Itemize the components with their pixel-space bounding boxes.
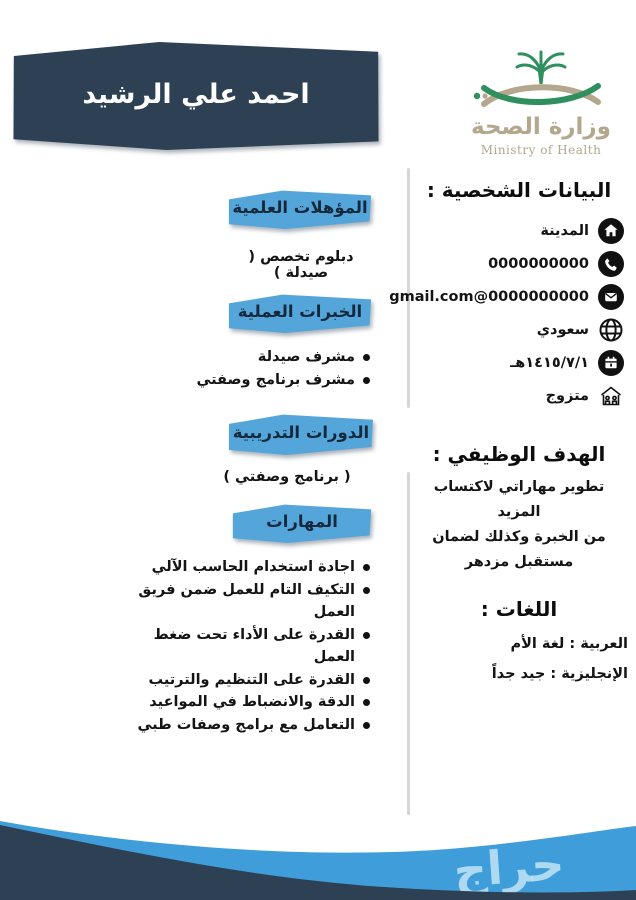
list-item: مشرف صيدلة (160, 346, 372, 369)
calendar-icon (598, 350, 624, 376)
list-item: التعامل مع برامج وصفات طبي (130, 714, 372, 737)
personal-birthdate: ١٤١٥/٧/١هـ (510, 355, 589, 371)
personal-phone: 0000000000 (488, 256, 589, 272)
list-item (414, 383, 624, 409)
list-item (414, 251, 624, 277)
section-banner-education (226, 189, 374, 229)
personal-data-column (389, 178, 628, 689)
family-house-icon (598, 383, 624, 409)
footer-wave-navy (0, 788, 636, 900)
section-banner-courses (226, 413, 376, 455)
objective-line: تطوير مهاراتي لاكتساب المزيد (433, 479, 605, 520)
name-banner (12, 42, 380, 150)
list-item: الدقة والانضباط في المواعيد (130, 691, 372, 714)
objective-line: مستقبل مزدهر (464, 554, 574, 570)
list-item (414, 218, 624, 244)
personal-nationality: سعودي (536, 322, 589, 338)
languages-list (410, 629, 628, 689)
personal-email: 0000000000@gmail.com (389, 289, 589, 305)
languages-heading: اللغات : (480, 597, 558, 621)
personal-data-list (389, 218, 628, 409)
language-english: الإنجليزية : جيد جداً (491, 666, 628, 682)
globe-icon (598, 317, 624, 343)
experience-title: الخبرات العملية (237, 302, 363, 321)
phone-icon (598, 251, 624, 277)
logo-title-arabic: وزارة الصحة (471, 114, 611, 140)
skills-title: المهارات (266, 512, 338, 531)
courses-content: ( برنامج وصفتي ) (223, 469, 351, 485)
haraj-watermark: حراج (451, 836, 567, 898)
list-item: اجادة استخدام الحاسب الآلي (130, 556, 372, 579)
personal-city: المدينة (540, 223, 589, 239)
candidate-name: احمد علي الرشيد (82, 78, 310, 110)
education-title: المؤهلات العلمية (232, 198, 368, 217)
list-item: القدرة على التنظيم والترتيب (130, 669, 372, 692)
logo-title-english: Ministry of Health (480, 143, 602, 157)
education-content: دبلوم تخصص ( صيدلة ) (248, 249, 354, 281)
section-banner-skills (230, 503, 374, 543)
list-item: مشرف برنامج وصفتي (160, 369, 372, 392)
ministry-emblem-icon (466, 46, 616, 112)
experience-list (160, 346, 372, 391)
list-item: التكيف التام للعمل ضمن فريق العمل (130, 579, 372, 624)
list-item: القدرة على الأداء تحت ضغط العمل (130, 624, 372, 669)
objective-heading: الهدف الوظيفي : (432, 442, 606, 466)
courses-title: الدورات التدريبية (232, 423, 370, 442)
home-icon (598, 218, 624, 244)
section-banner-experience (226, 293, 374, 333)
personal-data-heading: البيانات الشخصية : (426, 178, 612, 202)
objective-text (410, 475, 628, 575)
objective-line: من الخبرة وكذلك لضمان (432, 529, 606, 545)
list-item (414, 317, 624, 343)
skills-list (130, 556, 372, 736)
language-arabic: العربية : لغة الأم (510, 636, 628, 652)
list-item (389, 284, 624, 310)
ministry-of-health-logo (450, 46, 632, 157)
email-icon (598, 284, 624, 310)
list-item (414, 350, 624, 376)
personal-marital-status: متزوج (545, 388, 589, 404)
